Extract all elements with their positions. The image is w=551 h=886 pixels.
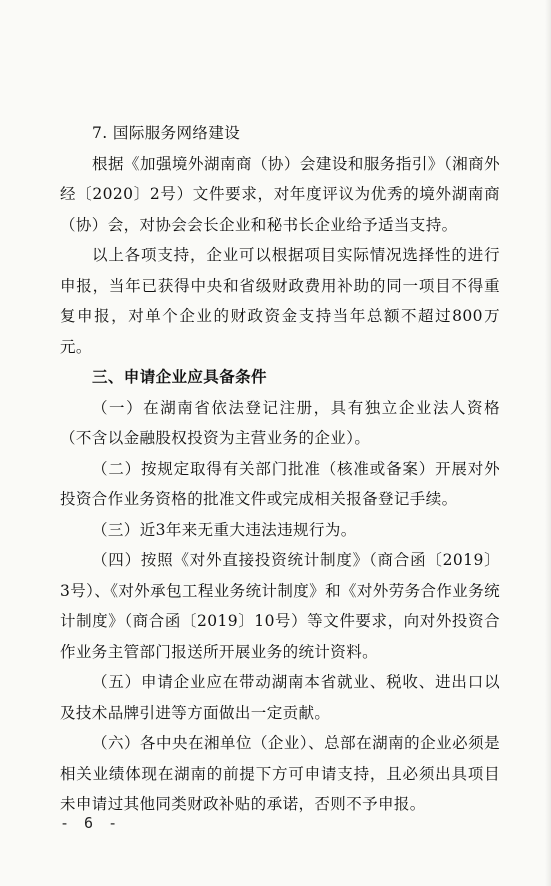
condition-item-2: （二）按规定取得有关部门批准（核准或备案）开展对外投资合作业务资格的批准文件或完成相关报备登记手续。 bbox=[60, 459, 500, 508]
section-3-heading: 三、申请企业应具备条件 bbox=[92, 368, 267, 386]
page-edge-shadow bbox=[545, 0, 551, 886]
condition-item-6: （六）各中央在湘单位（企业）、总部在湖南的企业必须是相关业绩体现在湖南的前提下方可申请支持，且必须出具项目未申请过其他同类财政补贴的承诺，否则不予申报。 bbox=[60, 734, 500, 813]
section-7-title: 7. 国际服务网络建设 bbox=[92, 124, 241, 142]
condition-item-1: （一）在湖南省依法登记注册，具有独立企业法人资格（不含以金融股权投资为主营业务的企业）。 bbox=[60, 398, 500, 447]
summary-paragraph: 以上各项支持，企业可以根据项目实际情况选择性的进行申报，当年已获得中央和省级财政费用补助的同一项目不得重复申报，对单个企业的财政资金支持当年总额不超过800万元。 bbox=[60, 246, 500, 356]
page-number: - 6 - bbox=[60, 814, 121, 832]
condition-item-5: （五）申请企业应在带动湖南本省就业、税收、进出口以及技术品牌引进等方面做出一定贡献。 bbox=[60, 673, 500, 722]
condition-item-4: （四）按照《对外直接投资统计制度》（商合函〔2019〕3号）、《对外承包工程业务统计制度》和《对外劳务合作业务统计制度》（商合函〔2019〕10号）等文件要求，向对外投资合作业务主管部门报送所开展业务的统计资料。 bbox=[60, 551, 500, 661]
condition-item-3: （三）近3年来无重大违法违规行为。 bbox=[92, 520, 357, 539]
section-7-body: 根据《加强境外湖南商（协）会建设和服务指引》（湘商外经〔2020〕2号）文件要求，对年度评议为优秀的境外湖南商（协）会，对协会会长企业和秘书长企业给予适当支持。 bbox=[60, 154, 500, 234]
document-body bbox=[60, 118, 500, 820]
